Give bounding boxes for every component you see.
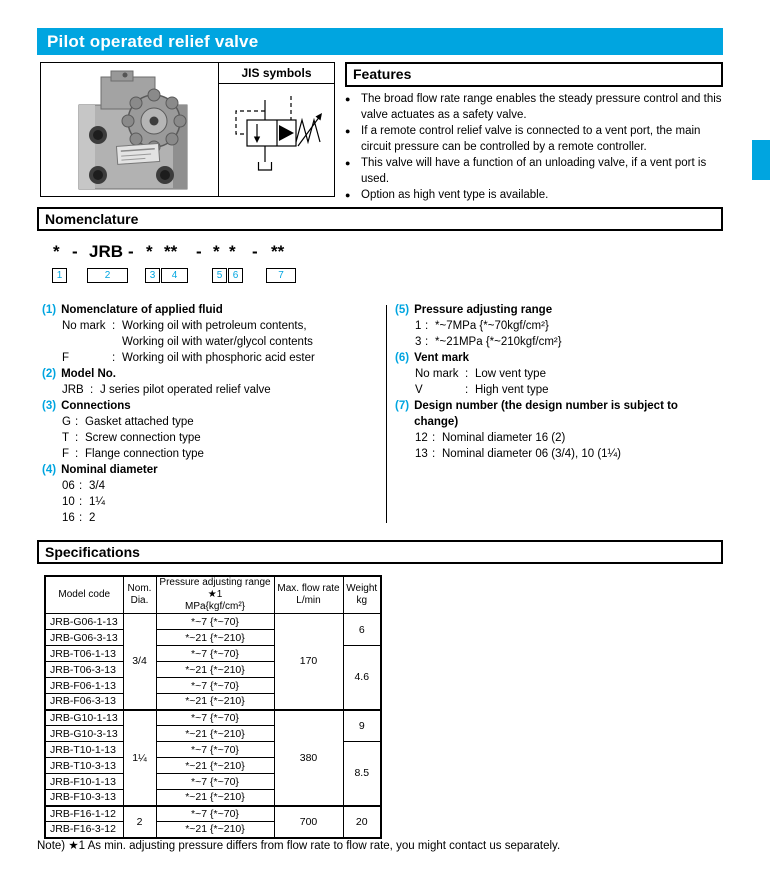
definition-row: F : Flange connection type [62,448,204,460]
column-divider [386,305,387,523]
feature-text: The broad flow rate range enables the steady pressure control and this valve actuates as a safety valve. [361,93,722,121]
feature-item [345,156,727,187]
section-title: Vent mark [414,352,470,364]
specifications-header: Specifications [37,540,723,564]
table-row: JRB-G06-1-13 3/4 *~7 {*~70} 170 6 [45,614,381,630]
weight-cell: 6 [343,614,381,646]
code-dash: - [72,242,78,261]
page-title: Pilot operated relief valve [37,28,723,55]
definition-row: V : High vent type [415,384,549,396]
section-number: (5) [395,304,410,316]
definition-row: 10 : 1¼ [62,496,105,508]
table-row: JRB-F06-1-13 *~7 {*~70} [45,678,381,694]
nomenclature-details-right [395,302,725,462]
definition-row: 06 : 3/4 [62,480,105,492]
footnote: Note) ★1 As min. adjusting pressure differs from flow rate to flow rate, you might contact us separately. [37,840,561,852]
feature-text: This valve will have a function of an unloading valve, if a vent port is used. [361,157,707,185]
code-box-6: 6 [228,268,243,283]
column-header-flow: Max. flow rate L/min [274,576,343,614]
section-4-heading [42,462,382,478]
features-list [345,92,727,205]
jis-symbols-panel [218,63,334,196]
section-7-heading [395,398,725,430]
product-photo [41,63,218,196]
column-header-weight: Weight kg [343,576,381,614]
definition-row: 1 : *~7MPa {*~70kgf/cm²} [415,320,549,332]
section-title: Connections [61,400,131,412]
features-header: Features [345,62,723,87]
section-3-heading [42,398,382,414]
page-edge-tab [752,140,770,180]
table-row: JRB-T06-3-13 *~21 {*~210} [45,662,381,678]
section-title: Model No. [61,368,117,380]
table-row: JRB-G06-3-13 *~21 {*~210} [45,630,381,646]
valve-photo-illustration [41,63,218,196]
bullet-icon: ● [345,126,351,136]
section-number: (1) [42,304,57,316]
flow-cell: 700 [274,806,343,838]
weight-cell: 8.5 [343,742,381,806]
section-title: Nominal diameter [61,464,158,476]
table-header-row [45,576,381,614]
definition-row: Working oil with water/glycol contents [122,336,313,348]
table-row: JRB-F10-3-13 *~21 {*~210} [45,790,381,806]
dia-cell: 2 [123,806,156,838]
definition-row: JRB : J series pilot operated relief valve [62,384,271,396]
specifications-table [44,575,382,839]
code-asterisk-5: * [213,242,220,261]
definition-row: No mark : Working oil with petroleum contents, [62,320,307,332]
dia-cell: 3/4 [123,614,156,710]
code-box-1: 1 [52,268,67,283]
code-box-7: 7 [266,268,296,283]
code-asterisk-3: * [146,242,153,261]
bullet-icon: ● [345,190,351,200]
section-6-heading [395,350,725,366]
flow-cell: 170 [274,614,343,710]
weight-cell: 20 [343,806,381,838]
section-number: (6) [395,352,410,364]
code-box-4: 4 [161,268,188,283]
table-row: JRB-T10-3-13 *~21 {*~210} [45,758,381,774]
table-row: JRB-T06-1-13 *~7 {*~70} 4.6 [45,646,381,662]
code-model: JRB [89,242,124,261]
section-number: (2) [42,368,57,380]
column-header-dia: Nom. Dia. [123,576,156,614]
table-row: JRB-F16-1-12 2 *~7 {*~70} 700 20 [45,806,381,822]
table-row: JRB-G10-1-13 1¼ *~7 {*~70} 380 9 [45,710,381,726]
column-header-model: Model code [45,576,123,614]
product-panel [40,62,335,197]
section-title: Pressure adjusting range [414,304,553,316]
relief-valve-schematic [219,84,335,196]
bullet-icon: ● [345,158,351,168]
definition-row: 12 : Nominal diameter 16 (2) [415,432,566,444]
section-number: (7) [395,400,410,412]
jis-symbol-drawing [219,84,335,196]
table-row: JRB-F06-3-13 *~21 {*~210} [45,694,381,710]
flow-cell: 380 [274,710,343,806]
weight-cell: 4.6 [343,646,381,710]
column-header-pressure: Pressure adjusting range ★1 MPa{kgf/cm²} [156,576,274,614]
definition-row: T : Screw connection type [62,432,201,444]
section-1-heading [42,302,382,318]
definition-row: No mark : Low vent type [415,368,546,380]
table-row: JRB-T10-1-13 *~7 {*~70} 8.5 [45,742,381,758]
bullet-icon: ● [345,94,351,104]
section-number: (3) [42,400,57,412]
table-row: JRB-F10-1-13 *~7 {*~70} [45,774,381,790]
feature-item [345,124,727,155]
definition-row: F : Working oil with phosphoric acid ester [62,352,315,364]
feature-item [345,188,727,204]
code-box-3: 3 [145,268,160,283]
table-row: JRB-G10-3-13 *~21 {*~210} [45,726,381,742]
section-number: (4) [42,464,57,476]
code-asterisk-1: * [53,242,60,261]
feature-item [345,92,727,123]
table-row: JRB-F16-3-12 *~21 {*~210} [45,822,381,838]
section-2-heading [42,366,382,382]
definition-row: G : Gasket attached type [62,416,194,428]
section-title: Design number (the design number is subject to change) [414,400,678,428]
code-dash: - [252,242,258,261]
definition-row: 13 : Nominal diameter 06 (3/4), 10 (1¼) [415,448,621,460]
feature-text: If a remote control relief valve is connected to a vent port, the main circuit pressure can be controlled by a remote controller. [361,125,701,153]
code-dash: - [128,242,134,261]
feature-text: Option as high vent type is available. [361,189,549,201]
section-5-heading [395,302,725,318]
code-asterisk-6: * [229,242,236,261]
section-title: Nomenclature of applied fluid [61,304,223,316]
code-asterisk-7: ** [271,242,285,261]
code-dash: - [196,242,202,261]
definition-row: 3 : *~21MPa {*~210kgf/cm²} [415,336,562,348]
nomenclature-details-left [42,302,382,526]
code-box-5: 5 [212,268,227,283]
code-box-2: 2 [87,268,128,283]
nomenclature-header: Nomenclature [37,207,723,231]
dia-cell: 1¼ [123,710,156,806]
definition-row: 16 : 2 [62,512,96,524]
jis-symbols-label: JIS symbols [219,63,334,84]
code-asterisk-4: ** [164,242,178,261]
weight-cell: 9 [343,710,381,742]
